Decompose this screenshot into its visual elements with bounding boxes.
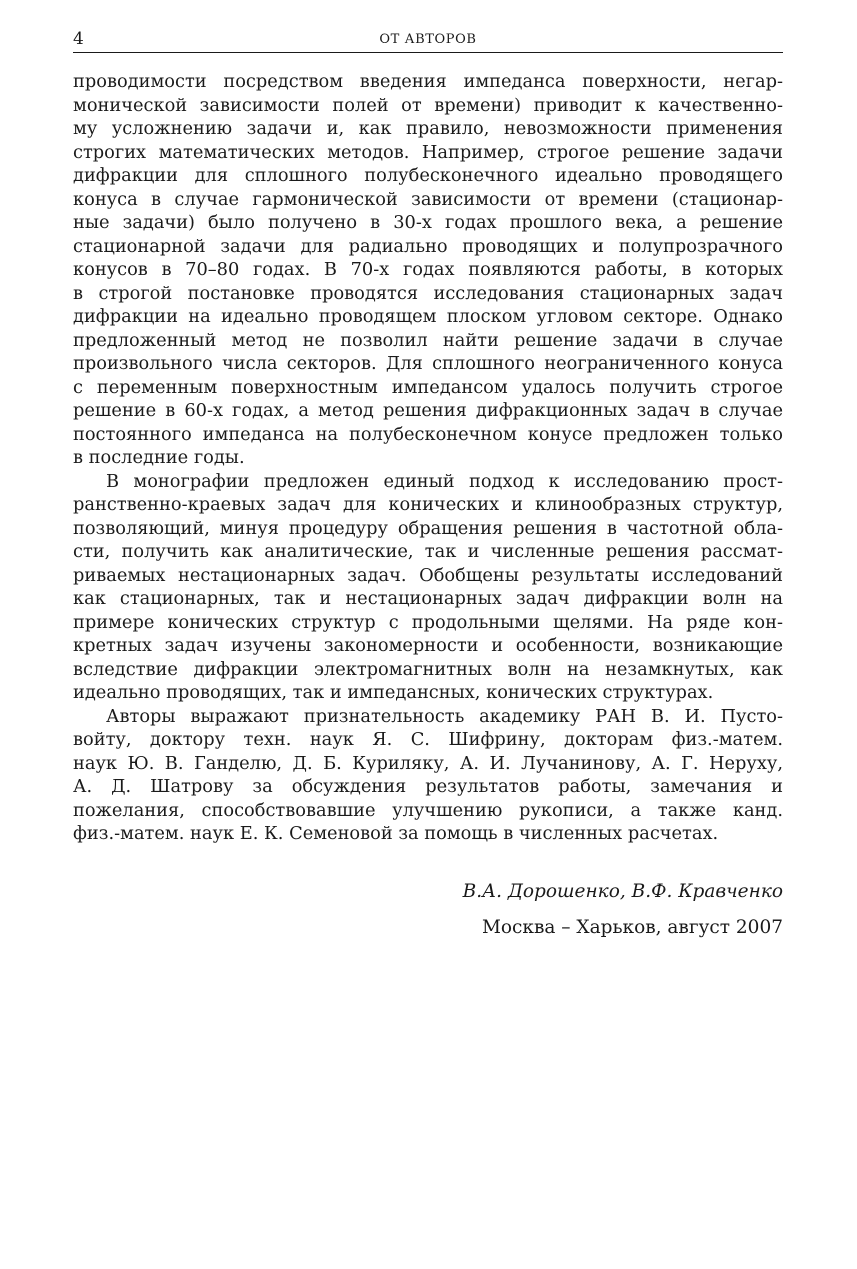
book-page (73, 0, 783, 1269)
text-line: стационарной задачи для радиально проводящих и полупрозрачного (73, 235, 783, 257)
paragraph-3 (73, 705, 783, 846)
text-line: дифракции для сплошного полубесконечного идеально проводящего (73, 165, 783, 186)
text-line: позволяющий, минуя процедуру обращения решения в частотной обла- (73, 517, 783, 539)
text-line: в последние годы. (73, 447, 245, 468)
text-line: сти, получить как аналитические, так и численные решения рассмат- (73, 541, 783, 562)
text-line: му усложнению задачи и, как правило, невозможности применения (73, 118, 783, 139)
text-line: войту, доктору техн. наук Я. С. Шифрину, докторам физ.-матем. (73, 729, 783, 750)
text-line: конуса в случае гармонической зависимости от времени (стационар- (73, 188, 783, 210)
text-line: дифракции на идеально проводящем плоском угловом секторе. Однако (73, 306, 783, 327)
paragraph-1 (73, 70, 783, 470)
text-line: ранственно-краевых задач для конических и клинообразных структур, (73, 494, 783, 515)
text-line: как стационарных, так и нестационарных задач дифракции волн на (73, 588, 783, 609)
running-head: ОТ АВТОРОВ (379, 32, 477, 47)
text-line: примере конических структур с продольными щелями. На ряде кон- (73, 611, 783, 633)
page-header (73, 30, 783, 53)
author-signature: В.А. Дорошенко, В.Ф. Кравченко (462, 881, 783, 902)
text-line: с переменным поверхностным импедансом удалось получить строгое (73, 376, 783, 398)
text-line: риваемых нестационарных задач. Обобщены результаты исследований (73, 564, 783, 586)
text-line: проводимости посредством введения импеданса поверхности, негар- (73, 71, 783, 92)
text-line: конусов в 70–80 годах. В 70-х годах появляются работы, в которых (73, 259, 783, 280)
paragraph-2 (73, 470, 783, 705)
page-number: 4 (73, 29, 84, 49)
text-line: ные задачи) было получено в 30-х годах прошлого века, а решение (73, 212, 783, 233)
text-line: решение в 60-х годах, а метод решения дифракционных задач в случае (73, 400, 783, 421)
text-line: строгих математических методов. Например, строгое решение задачи (73, 141, 783, 163)
text-line: кретных задач изучены закономерности и особенности, возникающие (73, 635, 783, 656)
text-line: монической зависимости полей от времени) приводит к качественно- (73, 94, 783, 116)
text-line: вследствие дифракции электромагнитных волн на незамкнутых, как (73, 658, 783, 680)
text-line: Авторы выражают признательность академику РАН В. И. Пусто- (106, 705, 783, 727)
text-line: предложенный метод не позволил найти решение задачи в случае (73, 329, 783, 351)
text-line: пожелания, способствовавшие улучшению рукописи, а также канд. (73, 799, 783, 821)
text-line: произвольного числа секторов. Для сплошного неограниченного конуса (73, 353, 783, 374)
body-text (73, 70, 783, 846)
text-line: постоянного импеданса на полубесконечном конусе предложен только (73, 423, 783, 445)
text-line: идеально проводящих, так и импедансных, конических структурах. (73, 682, 714, 703)
text-line: физ.-матем. наук Е. К. Семеновой за помощь в численных расчетах. (73, 823, 719, 844)
text-line: А. Д. Шатрову за обсуждения результатов работы, замечания и (73, 776, 783, 797)
text-line: В монографии предложен единый подход к исследованию прост- (106, 470, 783, 492)
text-line: в строгой постановке проводятся исследования стационарных задач (73, 282, 783, 304)
text-line: наук Ю. В. Ганделю, Д. Б. Куриляку, А. И. Лучанинову, А. Г. Неруху, (73, 752, 783, 774)
place-and-date: Москва – Харьков, август 2007 (481, 917, 783, 938)
